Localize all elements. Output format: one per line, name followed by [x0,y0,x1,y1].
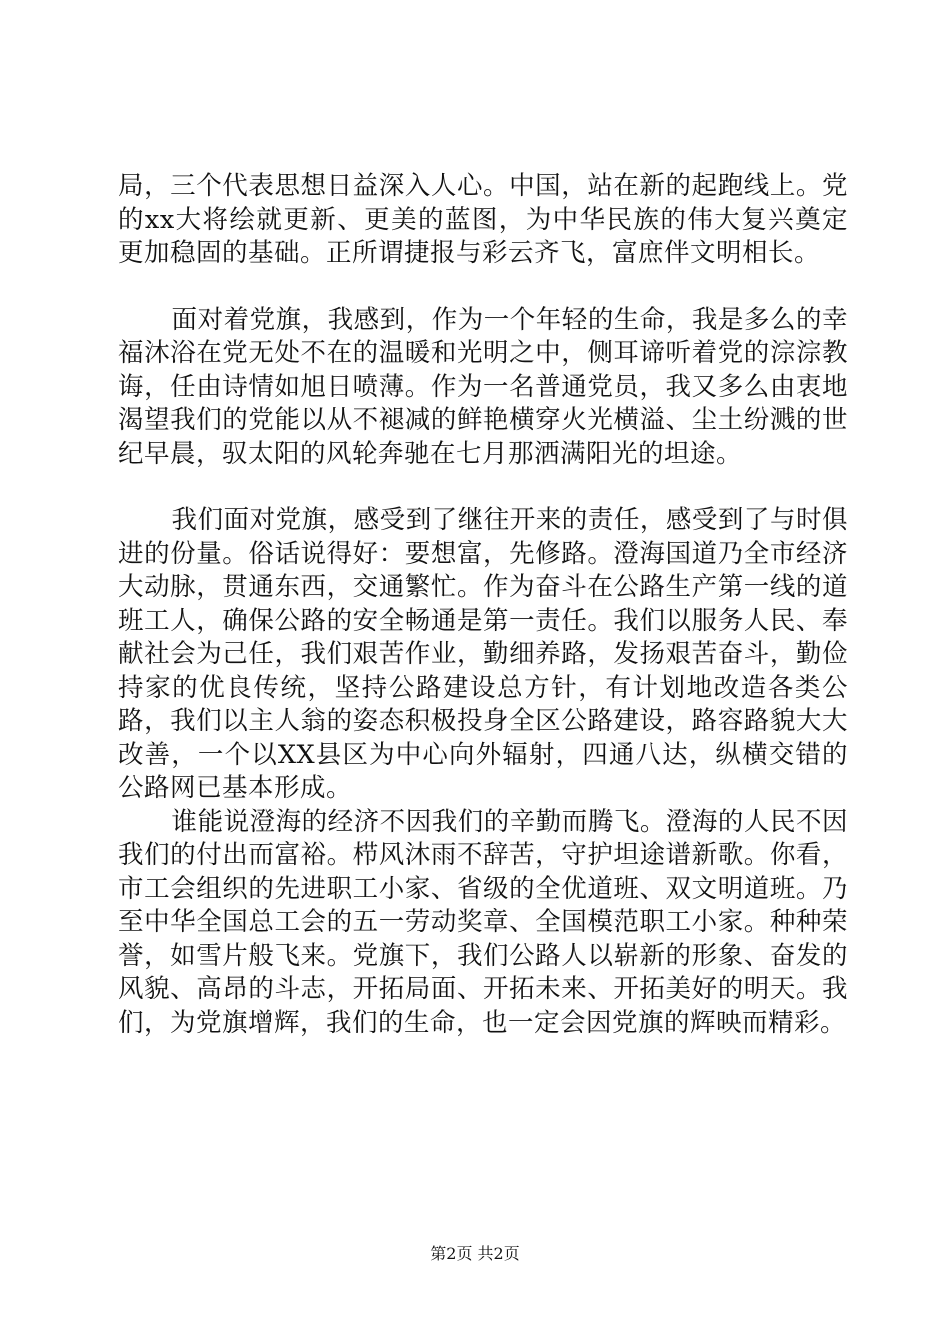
paragraph-spacer [118,271,848,304]
document-body [118,170,848,1040]
paragraph-honors: 谁能说澄海的经济不因我们的辛勤而腾飞。澄海的人民不因我们的付出而富裕。栉风沐雨不辞苦，守护坦途谱新歌。你看，市工会组织的先进职工小家、省级的全优道班、双文明道班。乃至中华全国总工会的五一劳动奖章、全国模范职工小家。种种荣誉，如雪片般飞来。党旗下，我们公路人以崭新的形象、奋发的风貌、高昂的斗志，开拓局面、开拓未来、开拓美好的明天。我们，为党旗增辉，我们的生命，也一定会因党旗的辉映而精彩。 [118,806,848,1038]
page-footer: 第2页 共2页 [430,1244,520,1263]
paragraph-continuation: 局，三个代表思想日益深入人心。中国，站在新的起跑线上。党的xx大将绘就更新、更美的蓝图，为中华民族的伟大复兴奠定更加稳固的基础。正所谓捷报与彩云齐飞，富庶伴文明相长。 [118,171,848,268]
paragraph-responsibility: 我们面对党旗，感受到了继往开来的责任，感受到了与时俱进的份量。俗话说得好：要想富，先修路。澄海国道乃全市经济大动脉，贯通东西，交通繁忙。作为奋斗在公路生产第一线的道班工人，确保公路的安全畅通是第一责任。我们以服务人民、奉献社会为己任，我们艰苦作业，勤细养路，发扬艰苦奋斗，勤俭持家的优良传统，坚持公路建设总方针，有计划地改造各类公路，我们以主人翁的姿态积极投身全区公路建设，路容路貌大大改善，一个以XX县区为中心向外辐射，四通八达，纵横交错的公路网已基本形成。 [118,505,848,803]
paragraph-facing-flag: 面对着党旗，我感到，作为一个年轻的生命，我是多么的幸福沐浴在党无处不在的温暖和光明之中，侧耳谛听着党的淙淙教诲，任由诗情如旭日喷薄。作为一名普通党员，我又多么由衷地渴望我们的党能以从不褪减的鲜艳横穿火光横溢、尘土纷溅的世纪早晨，驭太阳的风轮奔驰在七月那洒满阳光的坦途。 [118,304,848,469]
paragraph-spacer [118,471,848,504]
